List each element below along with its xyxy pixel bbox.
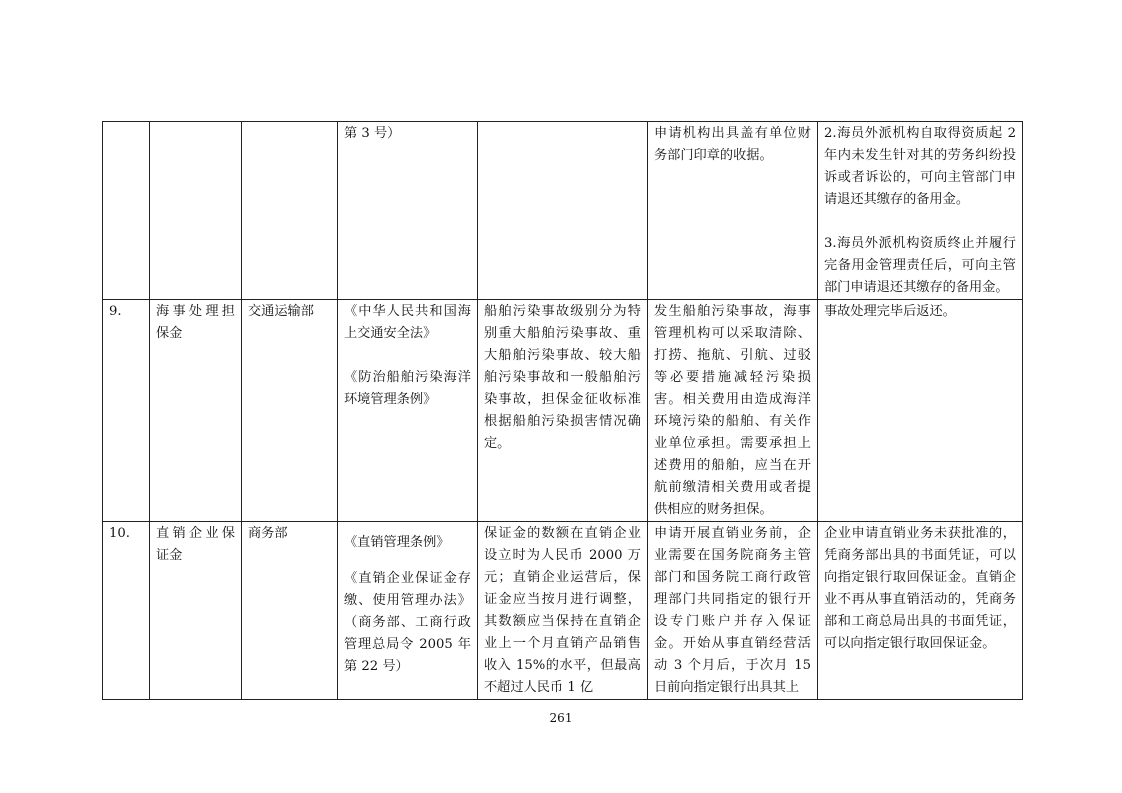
refund-terms xyxy=(818,522,1023,700)
legal-basis xyxy=(338,122,478,300)
collection-standard: 保证金的数额在直销企业设立时为人民币 2000 万元；直销企业运营后，保证金应当按月进行调整，其数额应当保持在直销企业上一个月直销产品销售收入 15%的水平，但最高不超过人民币 1 亿 xyxy=(478,522,648,700)
table-row xyxy=(103,122,1023,300)
fee-table xyxy=(102,121,1023,700)
legal-basis xyxy=(338,522,478,700)
refund-text: 2.海员外派机构自取得资质起 2 年内未发生针对其的劳务纠纷投诉或者诉讼的，可向主管部门申请退还其缴存的备用金。 xyxy=(824,126,1016,207)
refund-text: 企业申请直销业务未获批准的，凭商务部出具的书面凭证，可以向指定银行取回保证金。直销企业不再从事直销活动的，凭商务部和工商总局出具的书面凭证，可以向指定银行取回保证金。 xyxy=(824,526,1016,651)
basis-text: 第 3 号） xyxy=(344,126,401,141)
item-name: 海事处理担保金 xyxy=(150,300,242,522)
refund-terms xyxy=(818,122,1023,300)
basis-text: 《直销企业保证金存缴、使用管理办法》（商务部、工商行政管理总局令 2005 年第 22 号） xyxy=(344,571,471,674)
basis-text: 《直销管理条例》 xyxy=(344,535,450,550)
row-number: 10. xyxy=(103,522,150,700)
table-row xyxy=(103,522,1023,700)
department xyxy=(242,122,338,300)
page-number: 261 xyxy=(549,711,573,725)
row-number: 9. xyxy=(103,300,150,522)
procedure: 发生船舶污染事故，海事管理机构可以采取清除、打捞、拖航、引航、过驳等必要措施减轻污染损害。相关费用由造成海洋环境污染的船舶、有关作业单位承担。需要承担上述费用的船舶，应当在开航前缴清相关费用或者提供相应的财务担保。 xyxy=(648,300,818,522)
refund-text: 3.海员外派机构资质终止并履行完备用金管理责任后，可向主管部门申请退还其缴存的备用金。 xyxy=(824,236,1016,295)
table-row xyxy=(103,300,1023,522)
procedure: 申请开展直销业务前，企业需要在国务院商务主管部门和国务院工商行政管理部门共同指定的银行开设专门账户并存入保证金。开始从事直销经营活动 3 个月后，于次月 15 日前向指定银行出具其上 xyxy=(648,522,818,700)
refund-terms xyxy=(818,300,1023,522)
procedure: 申请机构出具盖有单位财务部门印章的收据。 xyxy=(648,122,818,300)
department: 交通运输部 xyxy=(242,300,338,522)
item-name xyxy=(150,122,242,300)
department: 商务部 xyxy=(242,522,338,700)
basis-text: 《中华人民共和国海上交通安全法》 xyxy=(344,304,471,341)
legal-basis xyxy=(338,300,478,522)
row-number xyxy=(103,122,150,300)
basis-text: 《防治船舶污染海洋环境管理条例》 xyxy=(344,370,471,407)
item-name: 直销企业保证金 xyxy=(150,522,242,700)
refund-text: 事故处理完毕后返还。 xyxy=(824,304,956,319)
collection-standard: 船舶污染事故级别分为特别重大船舶污染事故、重大船舶污染事故、较大船舶污染事故和一般船舶污染事故，担保金征收标准根据船舶污染损害情况确定。 xyxy=(478,300,648,522)
collection-standard xyxy=(478,122,648,300)
